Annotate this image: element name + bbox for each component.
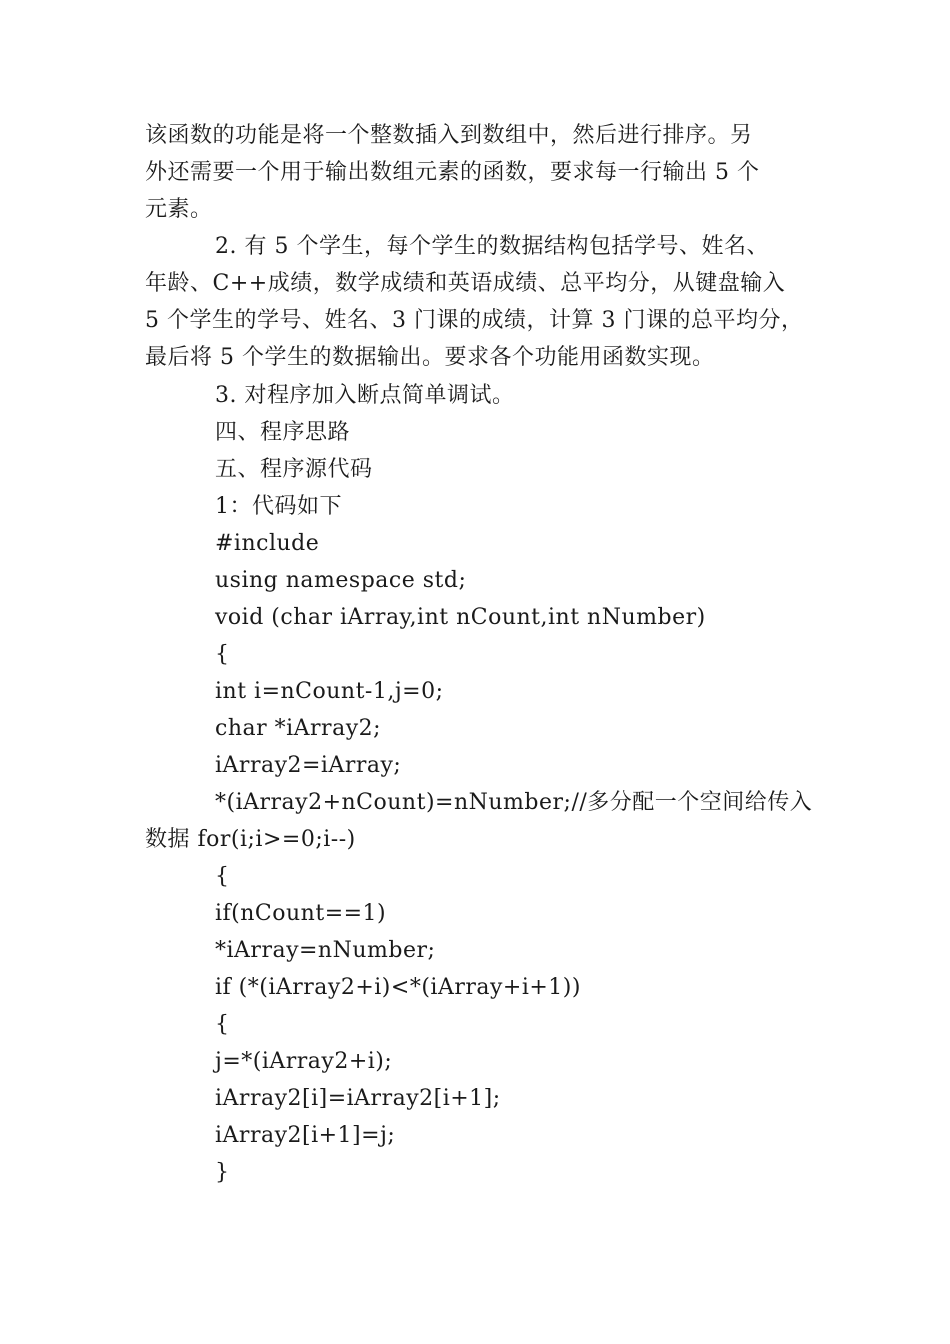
code-line-namespace: using namespace std; <box>215 568 467 593</box>
task-2-line-4: 最后将 5 个学生的数据输出。要求各个功能用函数实现。 <box>145 345 715 370</box>
section-heading-4: 四、程序思路 <box>215 420 351 445</box>
code-line-open-brace-2: { <box>215 864 230 889</box>
code-line-deref-assign: *iArray=nNumber; <box>215 938 436 963</box>
text-line-1: 该函数的功能是将一个整数插入到数组中，然后进行排序。另 <box>145 123 753 148</box>
code-line-if-count: if(nCount==1) <box>215 901 387 926</box>
task-2-line-1: 2. 有 5 个学生，每个学生的数据结构包括学号、姓名、 <box>215 234 769 259</box>
code-line-char-decl: char *iArray2; <box>215 716 382 741</box>
code-line-int-decl: int i=nCount-1,j=0; <box>215 679 444 704</box>
code-line-assign: iArray2=iArray; <box>215 753 402 778</box>
code-line-swap-1: j=*(iArray2+i); <box>215 1049 393 1074</box>
code-intro-line: 1：代码如下 <box>215 494 342 519</box>
code-line-open-brace-3: { <box>215 1012 230 1037</box>
task-2-line-3: 5 个学生的学号、姓名、3 门课的成绩，计算 3 门课的总平均分， <box>145 308 804 333</box>
code-line-open-brace-1: { <box>215 642 230 667</box>
code-line-close-brace: } <box>215 1160 230 1185</box>
task-2-line-2: 年龄、C++成绩，数学成绩和英语成绩、总平均分，从键盘输入 <box>145 271 786 296</box>
code-line-for-loop: 数据 for(i;i>=0;i--) <box>145 827 356 852</box>
code-line-pointer-assign: *(iArray2+nCount)=nNumber;//多分配一个空间给传入 <box>215 790 813 815</box>
code-line-if-compare: if (*(iArray2+i)<*(iArray+i+1)) <box>215 975 581 1000</box>
text-line-3: 元素。 <box>145 197 213 222</box>
code-line-swap-2: iArray2[i]=iArray2[i+1]; <box>215 1086 501 1111</box>
code-line-include: #include <box>215 531 320 556</box>
code-line-function-signature: void (char iArray,int nCount,int nNumber) <box>215 605 706 630</box>
code-line-swap-3: iArray2[i+1]=j; <box>215 1123 396 1148</box>
section-heading-5: 五、程序源代码 <box>215 457 373 482</box>
task-3-line: 3. 对程序加入断点简单调试。 <box>215 383 515 408</box>
text-line-2: 外还需要一个用于输出数组元素的函数，要求每一行输出 5 个 <box>145 160 760 185</box>
